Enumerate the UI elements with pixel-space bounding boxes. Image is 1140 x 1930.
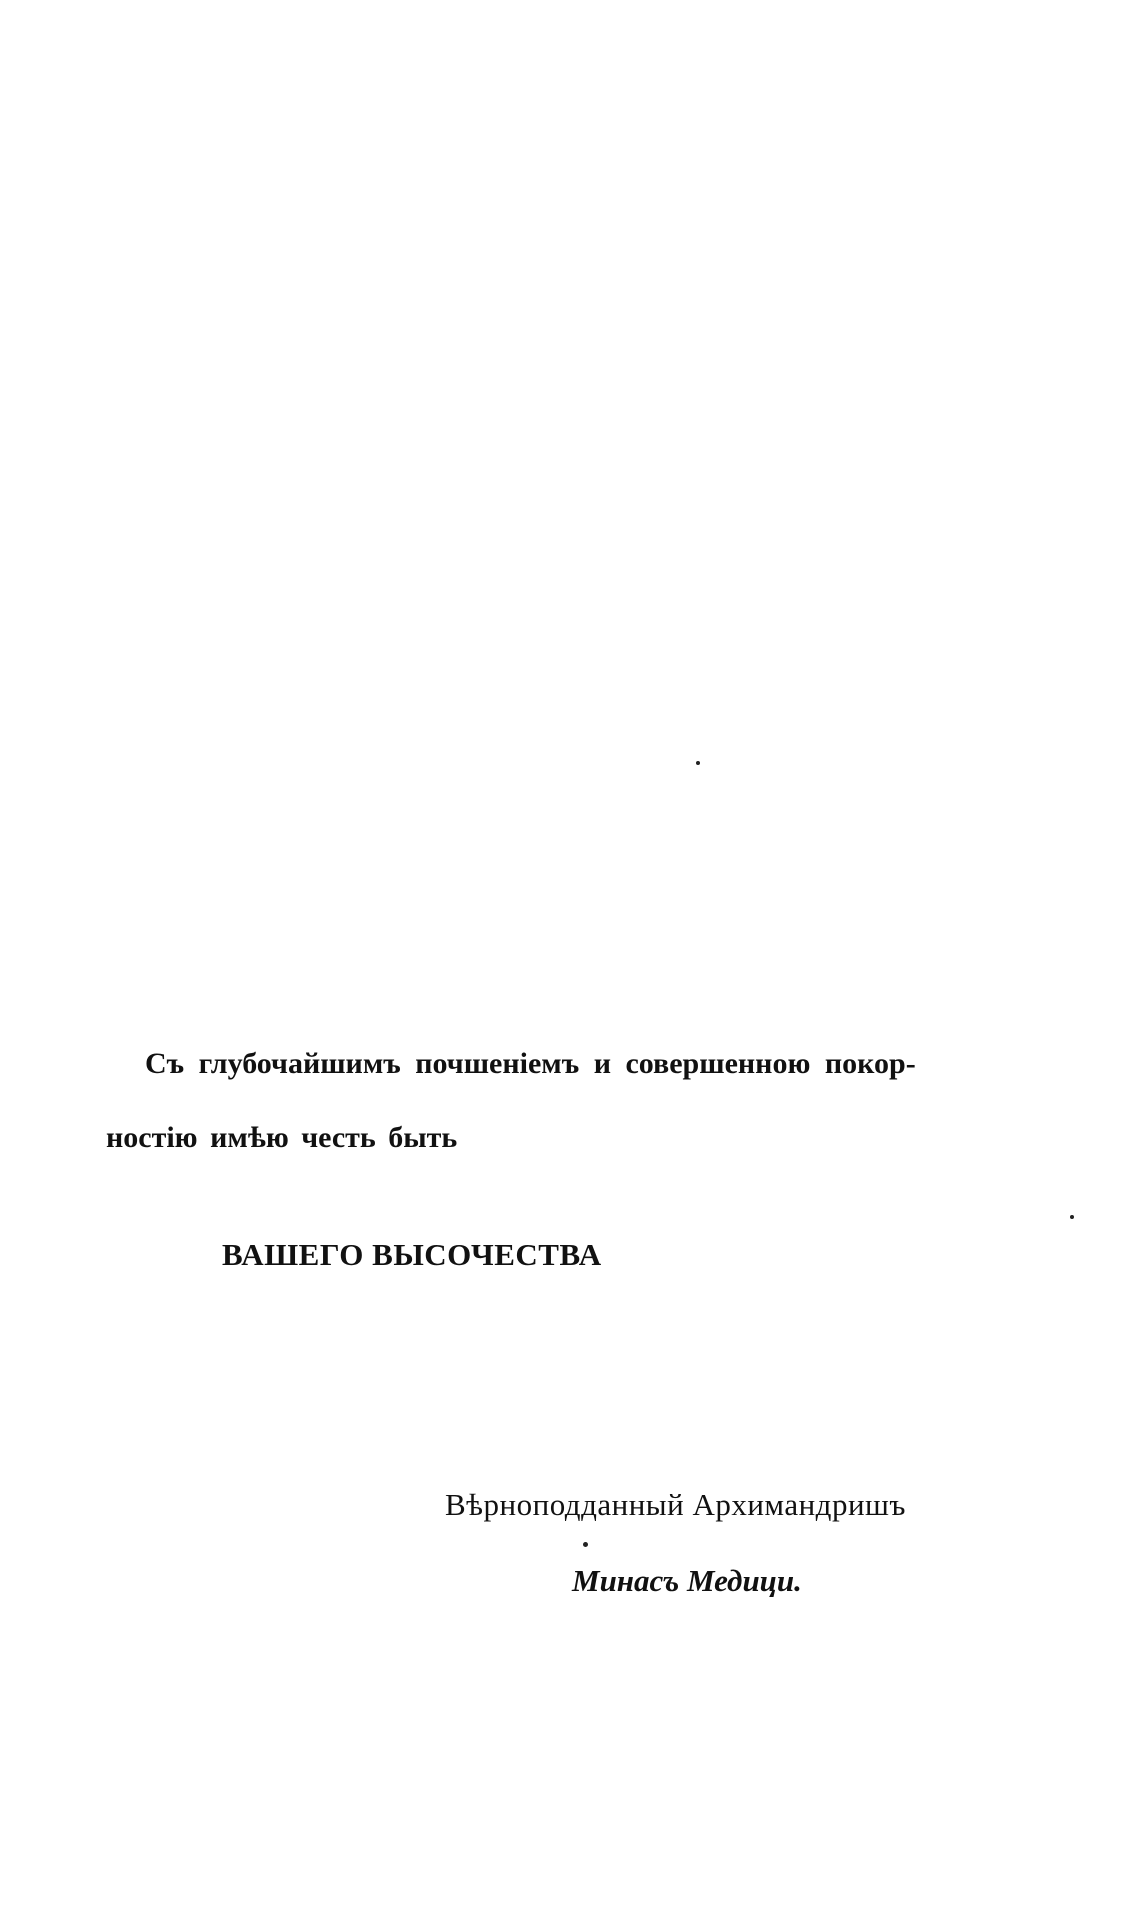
body-text-line-1: Съ глубочайшимъ почшеніемъ и совершенною покор-	[145, 1047, 916, 1080]
ink-speck	[696, 761, 700, 765]
ink-speck	[583, 1542, 588, 1547]
closing-title: Вѣрноподданный Архимандришъ	[445, 1487, 906, 1522]
signature: Минасъ Медици.	[572, 1563, 802, 1598]
body-text-line-2: ностію имѣю честь быть	[106, 1121, 458, 1154]
ink-speck	[1070, 1215, 1074, 1219]
address-heading: ВАШЕГО ВЫСОЧЕСТВА	[222, 1237, 602, 1272]
